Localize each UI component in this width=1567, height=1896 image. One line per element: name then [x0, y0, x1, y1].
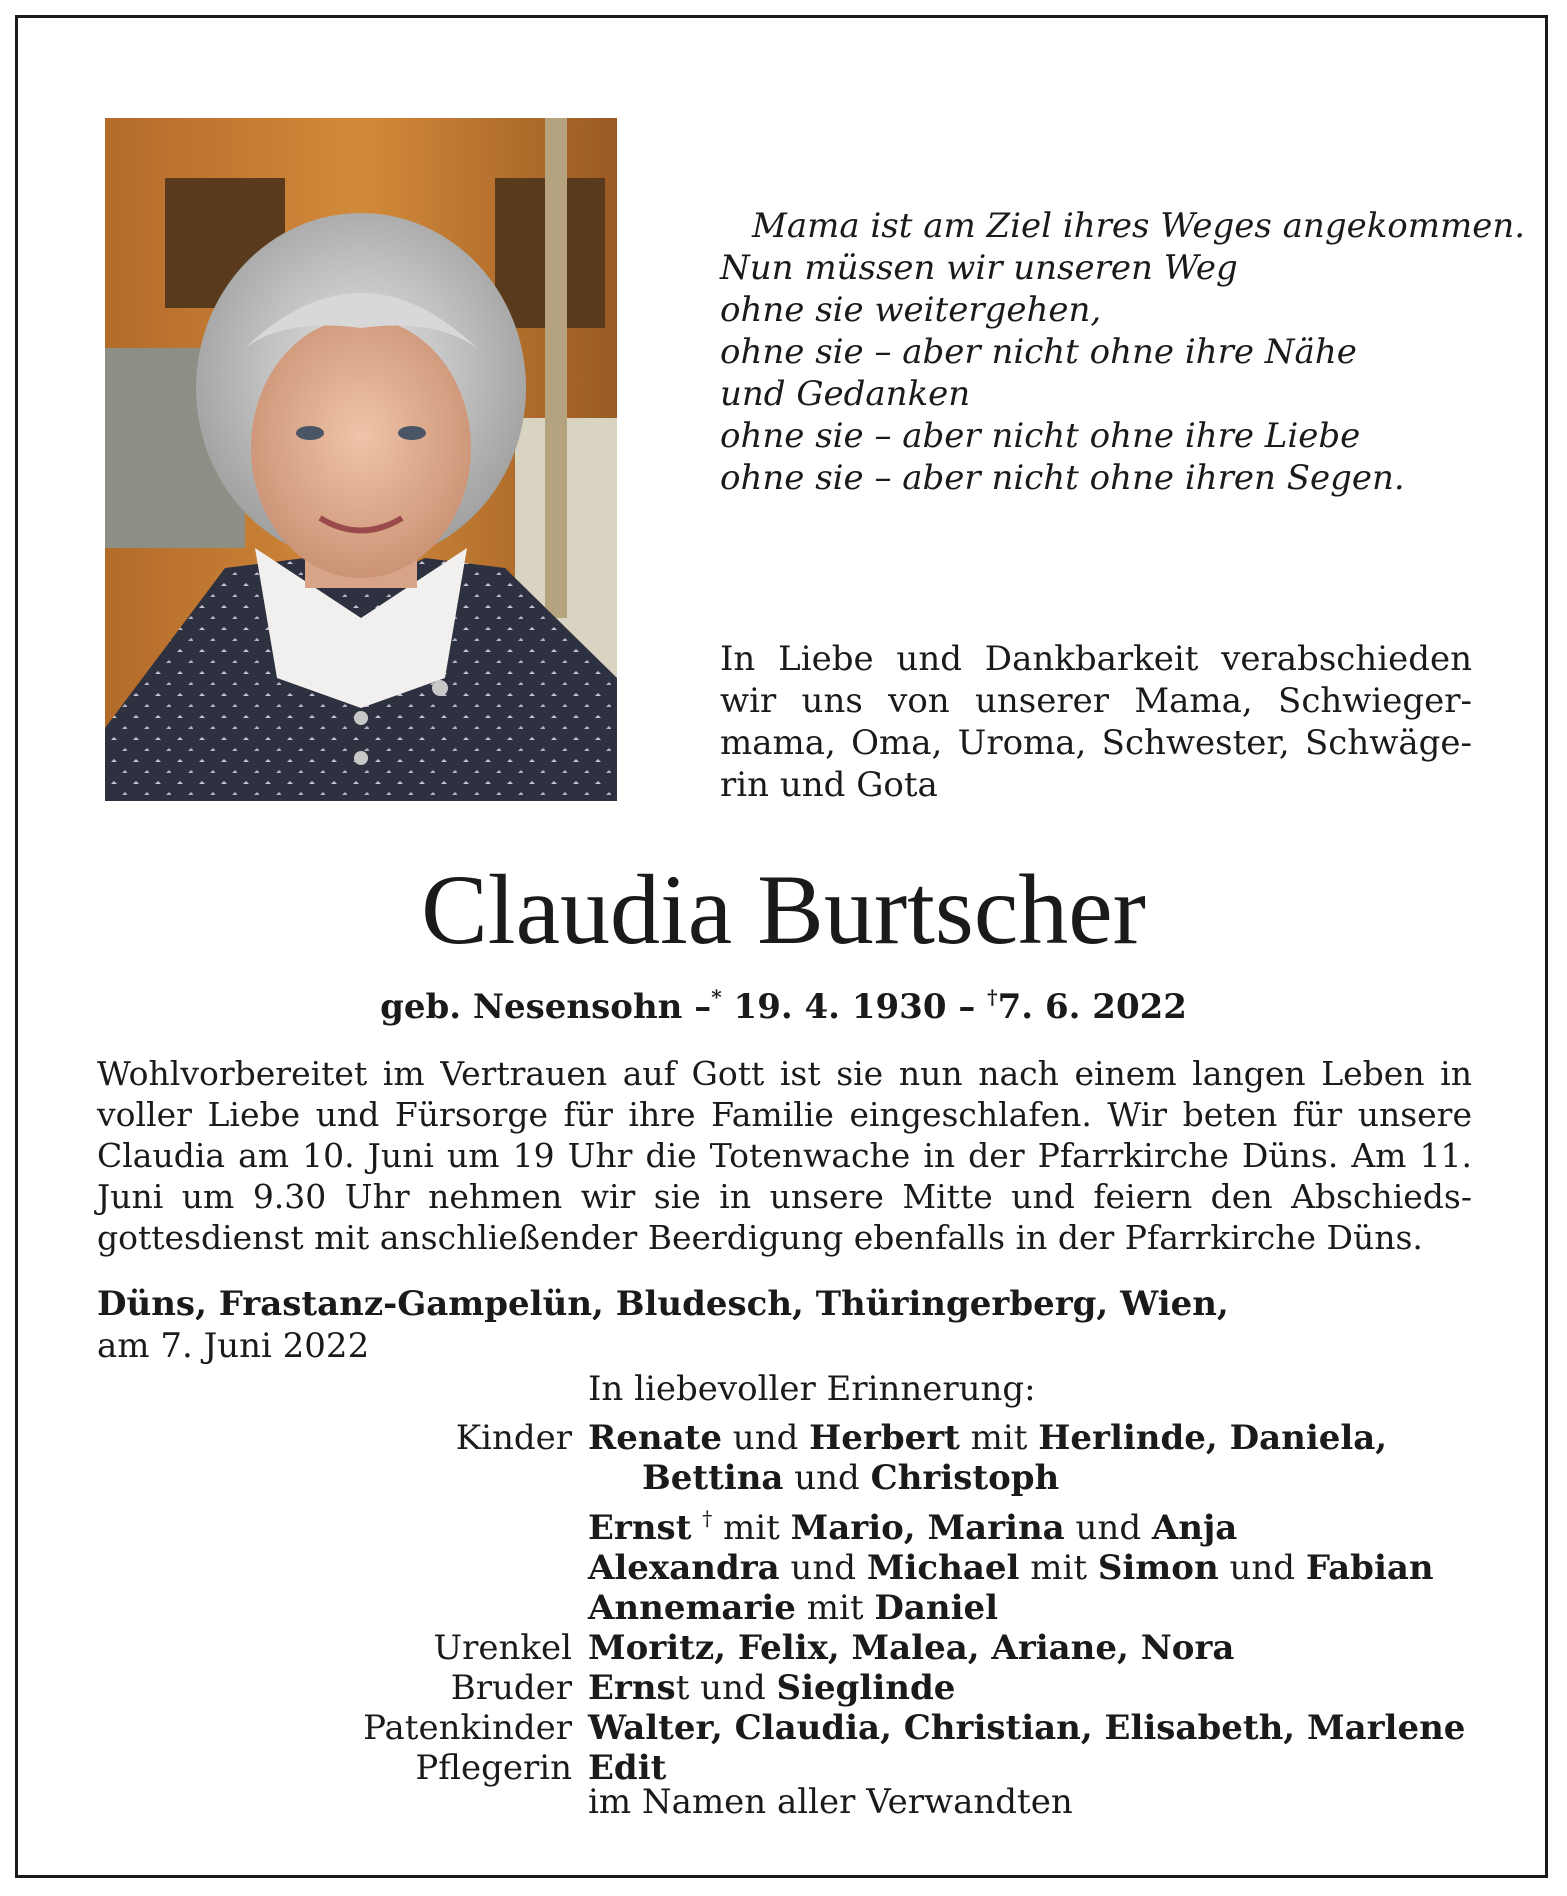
family-members: Edit [588, 1748, 667, 1788]
service-text: Wohlvorbereitet im Vertrauen auf Gott ist sie nun nach einem langen Leben in voller Liebe und Fürsorge für ihre Familie eingeschlafen. Wir beten für unsere Claudia am 10. Juni um 19 Uhr die Totenwache in der Pfarrkirche Düns. Am 11. Juni um 9.30 Uhr nehmen wir sie in unsere Mitte und feiern den Abschieds-gottesdienst mit anschließender Beerdigung ebenfalls in der Pfarrkirche Düns. [97, 1054, 1472, 1257]
family-label: Patenkinder [363, 1708, 572, 1748]
family-members: Walter, Claudia, Christian, Elisabeth, Marlene [588, 1708, 1466, 1748]
family-members: Annemarie mit Daniel [588, 1588, 999, 1628]
family-label: Pflegerin [415, 1748, 572, 1788]
closing-line: im Namen aller Verwandten [588, 1782, 1073, 1822]
family-members: Ernst und Sieglinde [588, 1668, 956, 1708]
family-label: Urenkel [433, 1628, 572, 1668]
family-row-kinder [300, 1418, 1480, 1458]
poem-line: Mama ist am Ziel ihres Weges angekommen. [752, 206, 1526, 246]
poem-line: ohne sie – aber nicht ohne ihre Liebe [720, 416, 1361, 456]
family-label: Kinder [455, 1418, 572, 1458]
place-date: am 7. Juni 2022 [97, 1326, 370, 1366]
maiden-name: geb. Nesensohn – [380, 987, 712, 1027]
birth-death-line [0, 976, 1567, 1028]
family-row-bruder [300, 1668, 1480, 1708]
poem [720, 205, 1526, 499]
places: Düns, Frastanz-Gampelün, Bludesch, Thüringerberg, Wien, [97, 1284, 1229, 1324]
family-row [300, 1458, 1480, 1498]
poem-line: ohne sie – aber nicht ohne ihre Nähe [720, 332, 1357, 372]
poem-line: und Gedanken [720, 374, 971, 414]
portrait-photo [105, 118, 617, 801]
family-row [300, 1498, 1480, 1548]
family-row [300, 1548, 1480, 1588]
family-row-urenkel [300, 1628, 1480, 1668]
memory-intro: In liebevoller Erinnerung: [588, 1369, 1036, 1409]
family-members: Moritz, Felix, Malea, Ariane, Nora [588, 1628, 1235, 1668]
family-row-patenkinder [300, 1708, 1480, 1748]
family-members: Bettina und Christoph [642, 1458, 1060, 1498]
family-list [300, 1418, 1480, 1788]
birth-mark: * [711, 985, 722, 1009]
cross-mark: † [702, 1506, 713, 1530]
family-label: Bruder [450, 1668, 572, 1708]
cross-mark: † [987, 985, 998, 1009]
family-members: Alexandra und Michael mit Simon und Fabian [588, 1548, 1434, 1588]
poem-line: ohne sie weitergehen, [720, 290, 1102, 330]
death-date: 7. 6. 2022 [997, 987, 1187, 1027]
poem-line: ohne sie – aber nicht ohne ihren Segen. [720, 458, 1405, 498]
portrait-illustration [105, 118, 617, 801]
farewell-text: In Liebe und Dankbarkeit verabschieden wir uns von unserer Mama, Schwieger-mama, Oma, Uroma, Schwester, Schwäge-rin und Gota [720, 639, 1472, 805]
poem-line: Nun müssen wir unseren Weg [720, 248, 1238, 288]
birth-date: 19. 4. 1930 – [733, 987, 976, 1027]
family-members: Ernst † mit Mario, Marina und Anja [588, 1506, 1238, 1548]
family-members: Renate und Herbert mit Herlinde, Daniela, [588, 1418, 1388, 1458]
deceased-name: Claudia Burtscher [421, 854, 1146, 965]
family-row [300, 1588, 1480, 1628]
